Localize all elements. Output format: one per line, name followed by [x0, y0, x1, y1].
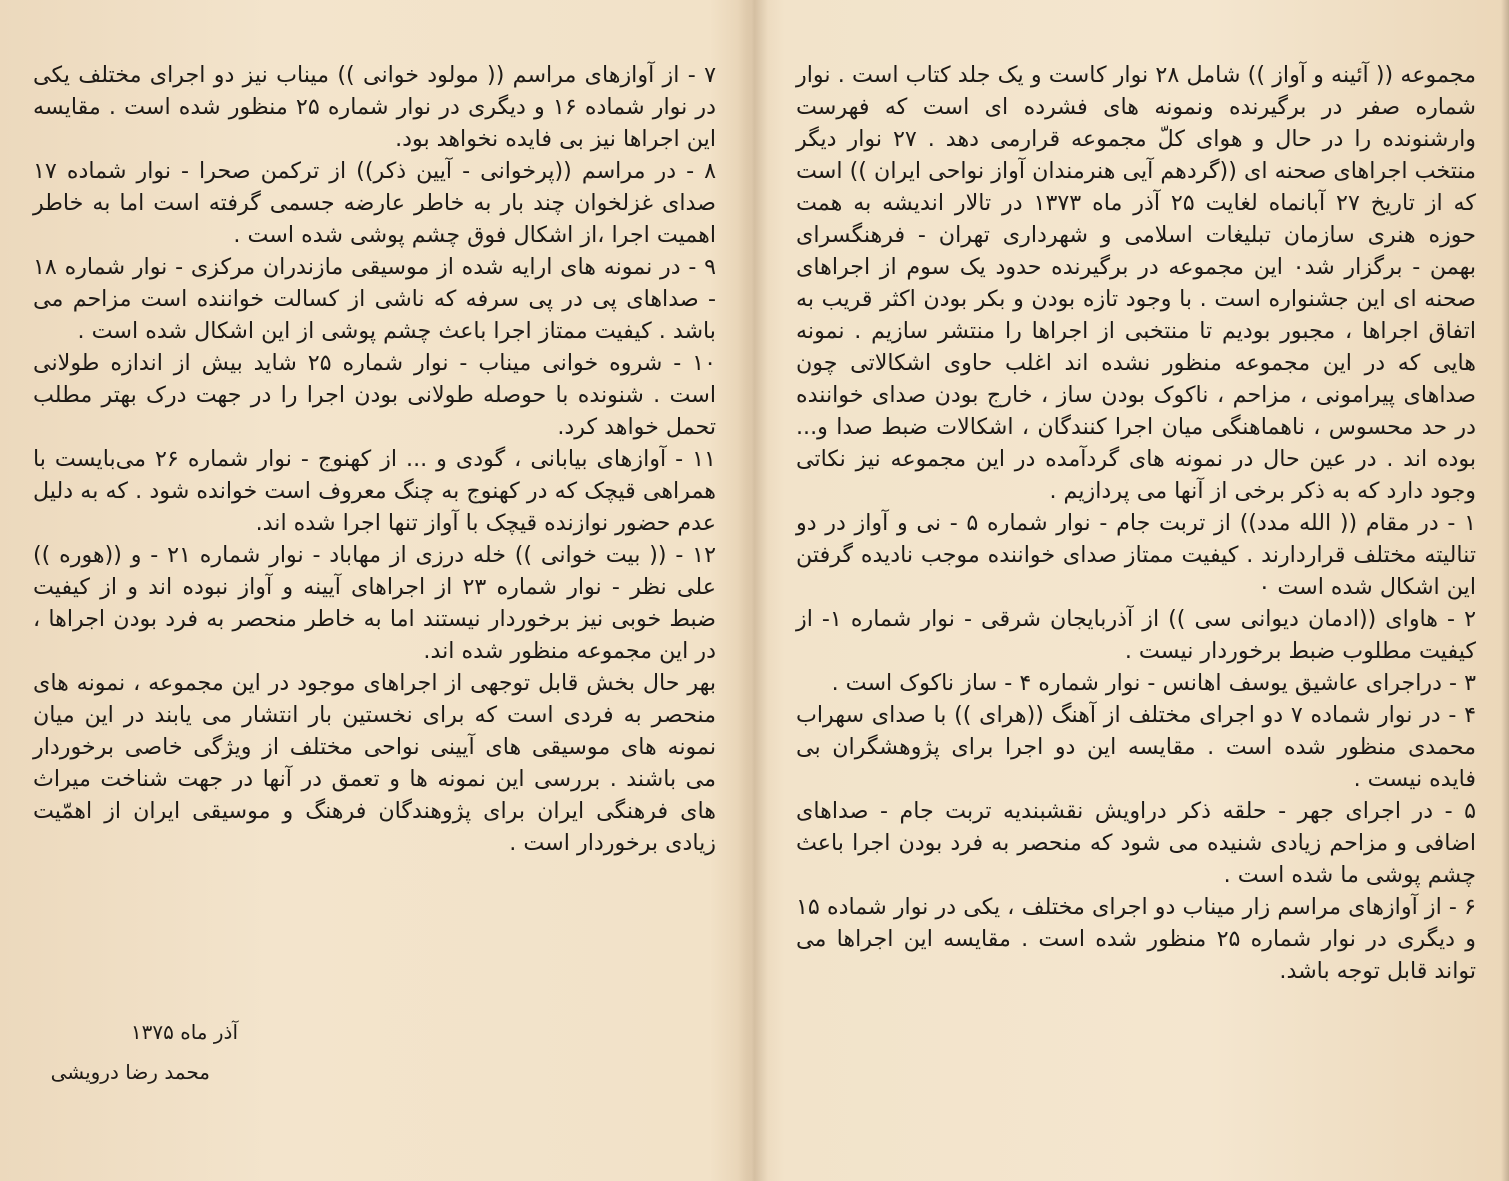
note-1: ۱ - در مقام (( الله مدد)) از تربت جام - نوار شماره ۵ - نی و آواز در دو تنالیته مختلف قراردارند . کیفیت ممتاز صدای خواننده موجب نادیده گرفتن این اشکال شده است ٠ [796, 510, 1477, 600]
note-9: ۹ - در نمونه های ارایه شده از موسیقی مازندران مرکزی - نوار شماره ۱۸ - صداهای پی در پی سرفه که ناشی از کسالت خواننده است مزاحم می باشد . کیفیت ممتاز اجرا باعث چشم پوشی از این اشکال شده است . [33, 254, 716, 344]
center-fold [738, 0, 768, 1181]
note-12: ۱۲ - (( بیت خوانی )) خله درزی از مهاباد - نوار شماره ۲۱ - و ((هوره )) علی نظر - نوار شماره ۲۳ از اجراهای آیینه و آواز نبوده اند و از کیفیت ضبط خوبی نیز برخوردار نیستند اما به خاطر منحصر به فرد بودن اجراها ، در این مجموعه منظور شده اند. [33, 542, 716, 664]
note-6: ۶ - از آوازهای مراسم زار میناب دو اجرای مختلف ، یکی در نوار شماده ۱۵ و دیگری در نوار شماره ۲۵ منظور شده است . مقایسه این اجراها می تواند قابل توجه باشد. [796, 894, 1476, 984]
signature-block [30, 1012, 290, 1092]
note-10: ۱۰ - شروه خوانی میناب - نوار شماره ۲۵ شاید بیش از اندازه طولانی است . شنونده با حوصله طولانی بودن اجرا را در جهت درک بهتر مطلب تحمل خواهد کرد. [33, 350, 716, 440]
note-11: ۱۱ - آوازهای بیابانی ، گودی و ... از کهنوج - نوار شماره ۲۶ می‌بایست با همراهی قیچک که در کهنوج به چنگ معروف است خوانده شود . که به دلیل عدم حضور نوازنده قیچک با آواز تنها اجرا شده اند. [33, 446, 716, 536]
note-2: ۲ - هاوای ((ادمان دیوانی سی )) از آذربایجان شرقی - نوار شماره ۱- از کیفیت مطلوب ضبط برخوردار نیست . [796, 606, 1476, 664]
left-page-text [33, 59, 716, 859]
note-7: ۷ - از آوازهای مراسم (( مولود خوانی )) میناب نیز دو اجرای مختلف یکی در نوار شماده ۱۶ و دیگری در نوار شماره ۲۵ منظور شده است . مقایسه این اجراها نیز بی فایده نخواهد بود. [33, 62, 717, 152]
page-edge-shadow [1501, 0, 1509, 1181]
intro-paragraph: مجموعه (( آئینه و آواز )) شامل ۲۸ نوار کاست و یک جلد کتاب است . نوار شماره صفر در برگیرنده ونمونه های فشرده ای است که فهرست وارشنونده را در حال و هوای کلّ مجموعه قرارمی دهد . ۲۷ نوار دیگر منتخب اجراهای صحنه ای ((گردهم آیی هنرمندان آواز نواحی ایران )) است که از تاریخ ۲۷ آبانماه لغایت ۲۵ آذر ماه ۱۳۷۳ در تالار اندیشه به همت حوزه هنری سازمان تبلیغات اسلامی و شهرداری تهران - فرهنگسرای بهمن - برگزار شد٠ این مجموعه در برگیرنده حدود یک سوم از اجراهای صحنه ای این جشنواره است . با وجود تازه بودن و بکر بودن اکثر قریب به اتفاق اجراها ، مجبور بودیم تا منتخبی از اجراها را منتشر سازیم . نمونه هایی که در این مجموعه منظور نشده اند اغلب حاوی اشکالاتی چون صداهای پیرامونی ، مزاحم ، ناکوک بودن ساز ، خارج بودن صدای خواننده در حد محسوس ، ناهماهنگی میان اجرا کنندگان ، اشکالات ضبط صدا و... بوده اند . در عین حال در نمونه های گردآمده در این مجموعه نیز نکاتی وجود دارد که به ذکر برخی از آنها می پردازیم . [796, 62, 1476, 504]
signature-name: محمد رضا درویشی [50, 1060, 210, 1084]
note-4: ۴ - در نوار شماده ۷ دو اجرای مختلف از آهنگ ((هرای )) با صدای سهراب محمدی منظور شده است . مقایسه این دو اجرا برای پژوهشگران بی فایده نیست . [796, 702, 1476, 792]
signature-date: آذر ماه ۱۳۷۵ [130, 1020, 238, 1044]
right-page-text [796, 59, 1476, 987]
note-8: ۸ - در مراسم ((پرخوانی - آیین ذکر)) از ترکمن صحرا - نوار شماده ۱۷ صدای غزلخوان چند بار به خاطر عارضه جسمی گرفته است اما به خاطر اهمیت اجرا ،از اشکال فوق چشم پوشی شده است . [33, 158, 716, 248]
closing-paragraph: بهر حال بخش قابل توجهی از اجراهای موجود در این مجموعه ، نمونه های منحصر به فردی است که برای نخستین بار انتشار می یابند در این میان نمونه های موسیقی های آیینی نواحی مختلف از ویژگی خاصی برخوردار می باشند . بررسی این نمونه ها و تعمق در آنها در جهت شناخت میراث های فرهنگی ایران برای پژوهندگان فرهنگ و موسیقی ایران از اهمّیت زیادی برخوردار است . [33, 670, 716, 856]
note-3: ۳ - دراجرای عاشیق یوسف اهانس - نوار شماره ۴ - ساز ناکوک است . [831, 670, 1476, 696]
note-5: ۵ - در اجرای جهر - حلقه ذکر دراویش نقشبندیه تربت جام - صداهای اضافی و مزاحم زیادی شنیده می شود که منحصر به فرد بودن اجرا باعث چشم پوشی ما شده است . [796, 798, 1476, 888]
